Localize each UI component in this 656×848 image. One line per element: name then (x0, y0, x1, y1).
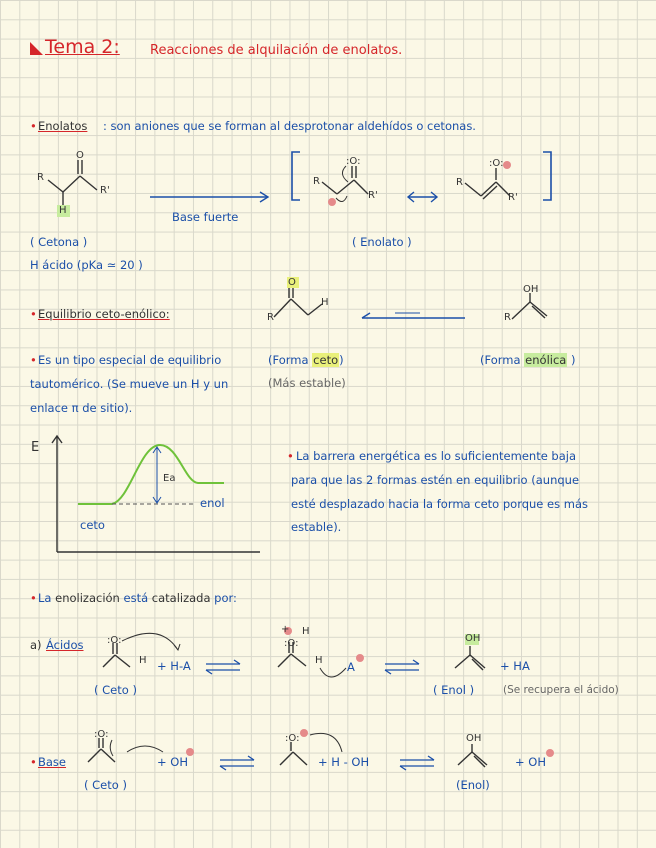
atom-r: R (504, 312, 511, 323)
atom-o: :O: (94, 729, 109, 740)
atom-o: :O: (346, 156, 361, 167)
atom-r-prime: R' (100, 185, 110, 196)
energy-note-2: para que las 2 formas estén en equilibrio (aunque (291, 473, 580, 487)
tema-subtitle: Reacciones de alquilación de enolatos. (150, 43, 403, 58)
enolato-label: ( Enolato ) (352, 235, 412, 249)
recupera-acido-note: (Se recupera el ácido) (503, 684, 619, 696)
atom-oh: OH (523, 284, 539, 295)
atom-h: H (321, 297, 329, 308)
enolatos-heading: Enolatos (38, 119, 88, 133)
atom-o: O (288, 277, 296, 288)
acidos-prefix: a) (30, 638, 42, 652)
atom-oh: OH (466, 733, 482, 744)
acid-reagent: + H-A (157, 659, 191, 673)
acid-ceto-label: ( Ceto ) (94, 683, 137, 697)
cetona-label: ( Cetona ) (30, 235, 88, 249)
energy-note-4: estable). (291, 520, 342, 534)
bullet: • (30, 353, 37, 367)
arrow-label: Base fuerte (172, 210, 239, 224)
base-product: + OH (515, 755, 546, 769)
bullet: • (30, 591, 37, 605)
equilibrio-heading: Equilibrio ceto-enólico: (38, 307, 170, 321)
atom-r: R (313, 176, 320, 187)
atom-h: H (139, 655, 147, 666)
tema-title: Tema 2: (45, 36, 120, 58)
base-ceto-label: ( Ceto ) (84, 778, 127, 792)
acid-anion: A (347, 660, 355, 674)
bullet: • (30, 119, 37, 133)
atom-o: :O: (284, 638, 299, 649)
atom-r: R (37, 172, 44, 183)
enolatos-definition: : son aniones que se forman al desprotonar aldehídos o cetonas. (103, 119, 476, 133)
bullet: • (287, 449, 294, 463)
enol-level-label: enol (200, 496, 225, 510)
acid-product: + HA (500, 659, 530, 673)
mas-estable-label: (Más estable) (268, 376, 346, 390)
energy-note-1: La barrera energética es lo suficientemente baja (296, 449, 577, 463)
atom-h: H (59, 205, 67, 216)
energy-note-3: esté desplazado hacia la forma ceto porque es más (291, 497, 589, 511)
atom-o: O (76, 150, 84, 161)
acid-enol-label: ( Enol ) (433, 683, 475, 697)
atom-o: :O: (107, 635, 122, 646)
base-label: Base (38, 755, 67, 769)
atom-r: R (456, 177, 463, 188)
equilibrio-desc-1: Es un tipo especial de equilibrio (38, 353, 222, 367)
base-h-oh: + H - OH (318, 755, 370, 769)
base-enol-label: (Enol) (456, 778, 490, 792)
catalizada-heading: La enolización está catalizada por: (38, 591, 237, 605)
forma-ceto-label: (Forma ceto) (268, 353, 344, 367)
atom-r-prime: R' (368, 190, 378, 201)
atom-r: R (267, 312, 274, 323)
atom-h: H (315, 655, 323, 666)
atom-oh: OH (465, 633, 481, 644)
acidos-label: Ácidos (46, 638, 84, 652)
atom-plus: + (281, 624, 290, 635)
forma-enolica-label: (Forma enólica ) (480, 353, 576, 367)
energy-axis-label: E (31, 440, 40, 455)
atom-r-prime: R' (508, 192, 518, 203)
h-acido-note: H ácido (pKa ≃ 20 ) (30, 258, 143, 272)
atom-h: H (302, 626, 310, 637)
atom-o: :O: (285, 733, 300, 744)
bullet: • (30, 307, 37, 321)
bullet: • (30, 755, 37, 769)
equilibrio-desc-3: enlace π de sitio). (30, 401, 133, 415)
equilibrio-desc-2: tautomérico. (Se mueve un H y un (30, 377, 229, 391)
base-reagent: + OH (157, 755, 188, 769)
atom-o: :O: (489, 158, 504, 169)
ceto-level-label: ceto (80, 518, 105, 532)
ea-label: Ea (163, 473, 176, 484)
